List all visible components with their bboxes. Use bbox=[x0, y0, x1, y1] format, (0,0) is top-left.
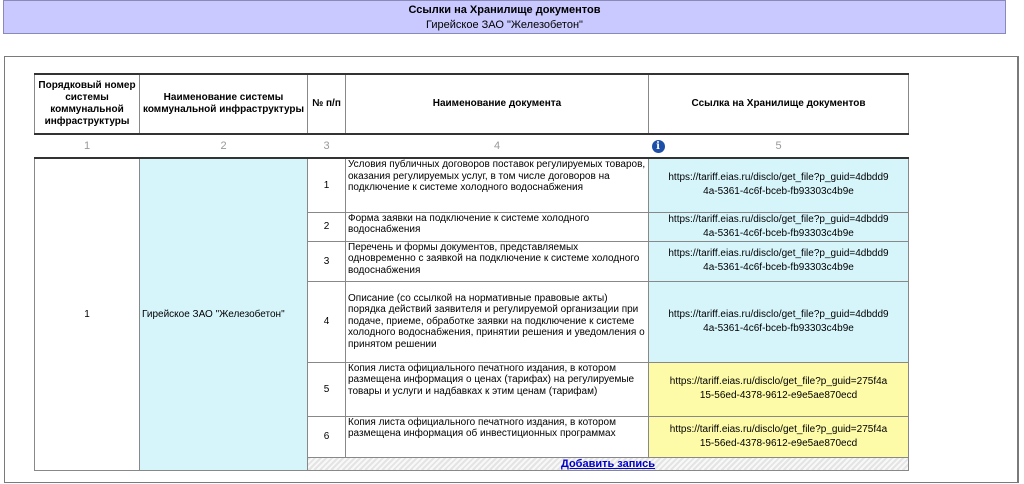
document-link-continued[interactable]: 4a-5361-4c6f-bceb-fb93303c4b9e bbox=[703, 227, 854, 239]
document-link[interactable]: https://tariff.eias.ru/disclo/get_file?p_guid=4dbdd9 bbox=[668, 213, 889, 225]
column-header-document-name: Наименование документа bbox=[346, 74, 649, 134]
row-number: 2 bbox=[308, 212, 346, 241]
row-number: 3 bbox=[308, 241, 346, 281]
row-number: 1 bbox=[308, 158, 346, 212]
row-number: 6 bbox=[308, 416, 346, 457]
document-link-continued[interactable]: 4a-5361-4c6f-bceb-fb93303c4b9e bbox=[703, 322, 854, 334]
document-link-cell[interactable] bbox=[649, 281, 909, 362]
document-link-continued[interactable]: 15-56ed-4378-9612-e9e5ae870ecd bbox=[699, 390, 858, 401]
column-header-row-number: № п/п bbox=[308, 74, 346, 134]
table-header-row bbox=[35, 74, 909, 134]
document-link-continued[interactable]: 4a-5361-4c6f-bceb-fb93303c4b9e bbox=[703, 186, 854, 198]
document-link-cell[interactable] bbox=[649, 158, 909, 212]
document-link[interactable]: https://tariff.eias.ru/disclo/get_file?p_guid=4dbdd9 bbox=[668, 248, 889, 259]
document-name-cell: Форма заявки на подключение к системе холодного водоснабжения bbox=[346, 212, 649, 241]
column-number-row bbox=[35, 134, 909, 158]
page-title: Ссылки на Хранилище документов bbox=[408, 4, 601, 16]
info-icon[interactable]: i bbox=[652, 140, 665, 153]
system-name-cell[interactable]: Гирейское ЗАО "Железобетон" bbox=[140, 158, 308, 470]
document-link-continued[interactable]: 4a-5361-4c6f-bceb-fb93303c4b9e bbox=[703, 262, 854, 273]
document-link-cell[interactable] bbox=[649, 241, 909, 281]
table-row bbox=[35, 158, 909, 212]
document-link[interactable]: https://tariff.eias.ru/disclo/get_file?p_guid=275f4a bbox=[669, 376, 888, 387]
add-record-link[interactable]: Добавить запись bbox=[560, 457, 656, 470]
row-number: 4 bbox=[308, 281, 346, 362]
documents-table bbox=[34, 73, 909, 471]
column-header-system-number: Порядковый номер системы коммунальной инфраструктуры bbox=[35, 74, 140, 134]
document-name-cell: Копия листа официального печатного издания, в котором размещена информация об инвестиционных программах bbox=[346, 416, 649, 457]
row-number: 5 bbox=[308, 362, 346, 416]
column-number: 3 bbox=[308, 134, 346, 158]
report-header bbox=[3, 0, 1006, 34]
document-link-cell[interactable] bbox=[649, 362, 909, 416]
add-record-cell bbox=[308, 457, 909, 470]
document-link-cell[interactable] bbox=[649, 416, 909, 457]
document-link[interactable]: https://tariff.eias.ru/disclo/get_file?p_guid=275f4a bbox=[669, 423, 888, 435]
document-link-cell[interactable] bbox=[649, 212, 909, 241]
document-link[interactable]: https://tariff.eias.ru/disclo/get_file?p_guid=4dbdd9 bbox=[668, 308, 889, 320]
system-number-cell: 1 bbox=[35, 158, 140, 470]
column-header-system-name: Наименование системы коммунальной инфраструктуры bbox=[140, 74, 308, 134]
document-link-continued[interactable]: 15-56ed-4378-9612-e9e5ae870ecd bbox=[699, 437, 858, 449]
column-number: 1 bbox=[35, 134, 140, 158]
document-name-cell: Условия публичных договоров поставок регулируемых товаров, оказания регулируемых услуг, в том числе договоров на подключение к системе холодного водоснабжения bbox=[346, 158, 649, 212]
column-number: 5 bbox=[775, 140, 782, 152]
organization-name: Гирейское ЗАО "Железобетон" bbox=[426, 19, 583, 31]
document-link[interactable]: https://tariff.eias.ru/disclo/get_file?p_guid=4dbdd9 bbox=[668, 172, 889, 184]
column-number-5-cell bbox=[649, 134, 909, 158]
column-number: 4 bbox=[346, 134, 649, 158]
document-name-cell: Описание (со ссылкой на нормативные правовые акты) порядка действий заявителя и регулируемой организации при подаче, приеме, обработке заявки на подключение к системе холодного водоснабжения, принятии решения и уведомления о принятом решении bbox=[346, 281, 649, 362]
column-header-document-link: Ссылка на Хранилище документов bbox=[649, 74, 909, 134]
document-name-cell: Перечень и формы документов, представляемых одновременно с заявкой на подключение к системе холодного водоснабжения bbox=[346, 241, 649, 281]
column-number: 2 bbox=[140, 134, 308, 158]
document-name-cell: Копия листа официального печатного издания, в котором размещена информация о ценах (тарифах) на регулируемые товары и услуги и надбавках к этим ценам (тарифам) bbox=[346, 362, 649, 416]
